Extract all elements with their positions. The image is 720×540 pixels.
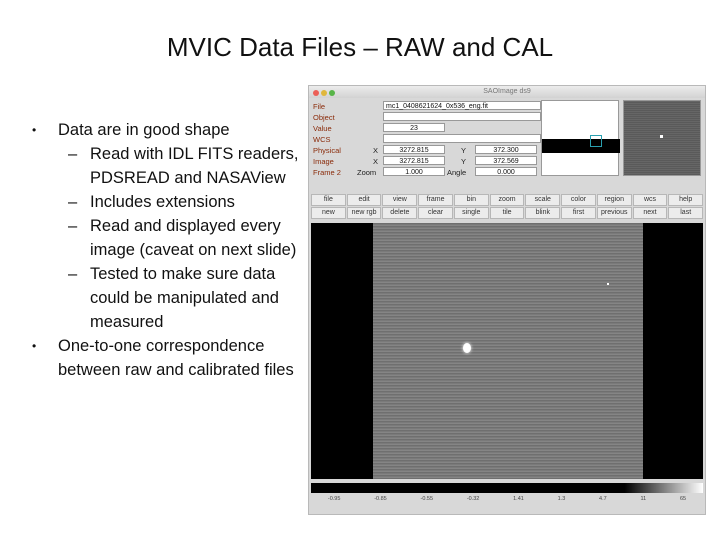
bullet-item [28,334,308,382]
menu-wcs-button[interactable]: wcs [633,194,668,206]
label-file: File [313,102,326,111]
object-field [383,112,541,121]
tile-button[interactable]: tile [490,207,525,219]
faint-source [607,283,609,285]
colorbar-tick: -0.85 [374,496,387,502]
menu-help-button[interactable]: help [668,194,703,206]
bullet-item [28,118,308,142]
new-rgb-button[interactable]: new rgb [347,207,382,219]
image-y-field: 372.569 [475,156,537,165]
colorbar-tick: -0.55 [420,496,434,502]
sub-bullet-marker: – [68,217,78,235]
label-image: Image [313,157,334,166]
menu-color-button[interactable]: color [561,194,596,206]
colorbar-tick: 4.7 [599,496,607,502]
label-value: Value [313,124,332,133]
minimize-dot-icon[interactable] [321,90,327,96]
image-x-field: 3272.815 [383,156,445,165]
single-button[interactable]: single [454,207,489,219]
zoom-label: Zoom [357,168,377,177]
menu-region-button[interactable]: region [597,194,632,206]
label-wcs: WCS [313,135,331,144]
value-field: 23 [383,123,445,132]
thumbnail-star [660,135,663,138]
colorbar-tick: 11 [640,496,647,502]
image-x-label: X [373,157,379,166]
magnifier-band [542,139,620,153]
window-title: SAOImage ds9 [483,88,531,95]
sub-bullet-item [28,190,308,214]
bullet-text: Data are in good shape [58,121,230,139]
first-button[interactable]: first [561,207,596,219]
colorbar [311,483,703,493]
angle-label: Angle [447,168,467,177]
sub-bullet-marker: – [68,145,78,163]
delete-button[interactable]: delete [382,207,417,219]
sub-bullet-marker: – [68,265,78,283]
colorbar-tick: 1.3 [557,496,566,502]
previous-button[interactable]: previous [597,207,632,219]
sub-bullet-text: Read with IDL FITS readers, PDSREAD and NASAView [90,145,299,187]
window-titlebar [309,86,705,98]
image-display-canvas[interactable] [311,223,703,479]
clear-button[interactable]: clear [418,207,453,219]
blink-button[interactable]: blink [525,207,560,219]
cursor-box [590,135,602,147]
menu-button-bar [311,194,703,206]
bullet-marker: • [32,339,37,353]
colorbar-tick: 65 [679,496,687,502]
sub-bullet-item [28,142,308,190]
image-y-label: Y [461,157,467,166]
wcs-field [383,134,541,143]
bullet-marker: • [32,123,37,137]
physical-x-label: X [373,146,379,155]
last-button[interactable]: last [668,207,703,219]
label-physical: Physical [313,146,341,155]
menu-scale-button[interactable]: scale [525,194,560,206]
physical-y-field: 372.300 [475,145,537,154]
menu-file-button[interactable]: file [311,194,346,206]
zoom-dot-icon[interactable] [329,90,335,96]
label-object: Object [313,113,335,122]
menu-edit-button[interactable]: edit [347,194,382,206]
panner-thumbnail[interactable] [623,100,701,176]
file-field: mc1_0408621624_0x536_eng.fit [383,101,541,110]
menu-bin-button[interactable]: bin [454,194,489,206]
sub-bullet-text: Includes extensions [90,193,235,211]
colorbar-tick: 1.41 [513,496,524,502]
physical-x-field: 3272.815 [383,145,445,154]
bullet-text: One-to-one correspondence between raw and calibrated files [58,337,294,379]
angle-field: 0.000 [475,167,537,176]
frame-button-bar [311,207,703,219]
sub-bullet-item [28,214,308,262]
colorbar-ticks [311,496,703,512]
menu-frame-button[interactable]: frame [418,194,453,206]
menu-view-button[interactable]: view [382,194,417,206]
sub-bullet-text: Tested to make sure data could be manipulated and measured [90,265,279,331]
colorbar-tick: -0.95 [327,496,341,502]
menu-zoom-button[interactable]: zoom [490,194,525,206]
ds9-window-screenshot [308,85,706,515]
bright-star [463,343,471,353]
colorbar-tick: -0.32 [466,496,480,502]
slide-title: MVIC Data Files – RAW and CAL [166,32,554,62]
close-dot-icon[interactable] [313,90,319,96]
image-frame [373,223,643,479]
label-frame: Frame 2 [313,168,341,177]
magnifier-panel [541,100,619,176]
physical-y-label: Y [461,146,467,155]
sub-bullet-item [28,262,308,334]
sub-bullet-text: Read and displayed every image (caveat on next slide) [90,217,297,259]
next-button[interactable]: next [633,207,668,219]
zoom-field: 1.000 [383,167,445,176]
new-button[interactable]: new [311,207,346,219]
bullet-list [28,118,308,382]
sub-bullet-marker: – [68,193,78,211]
